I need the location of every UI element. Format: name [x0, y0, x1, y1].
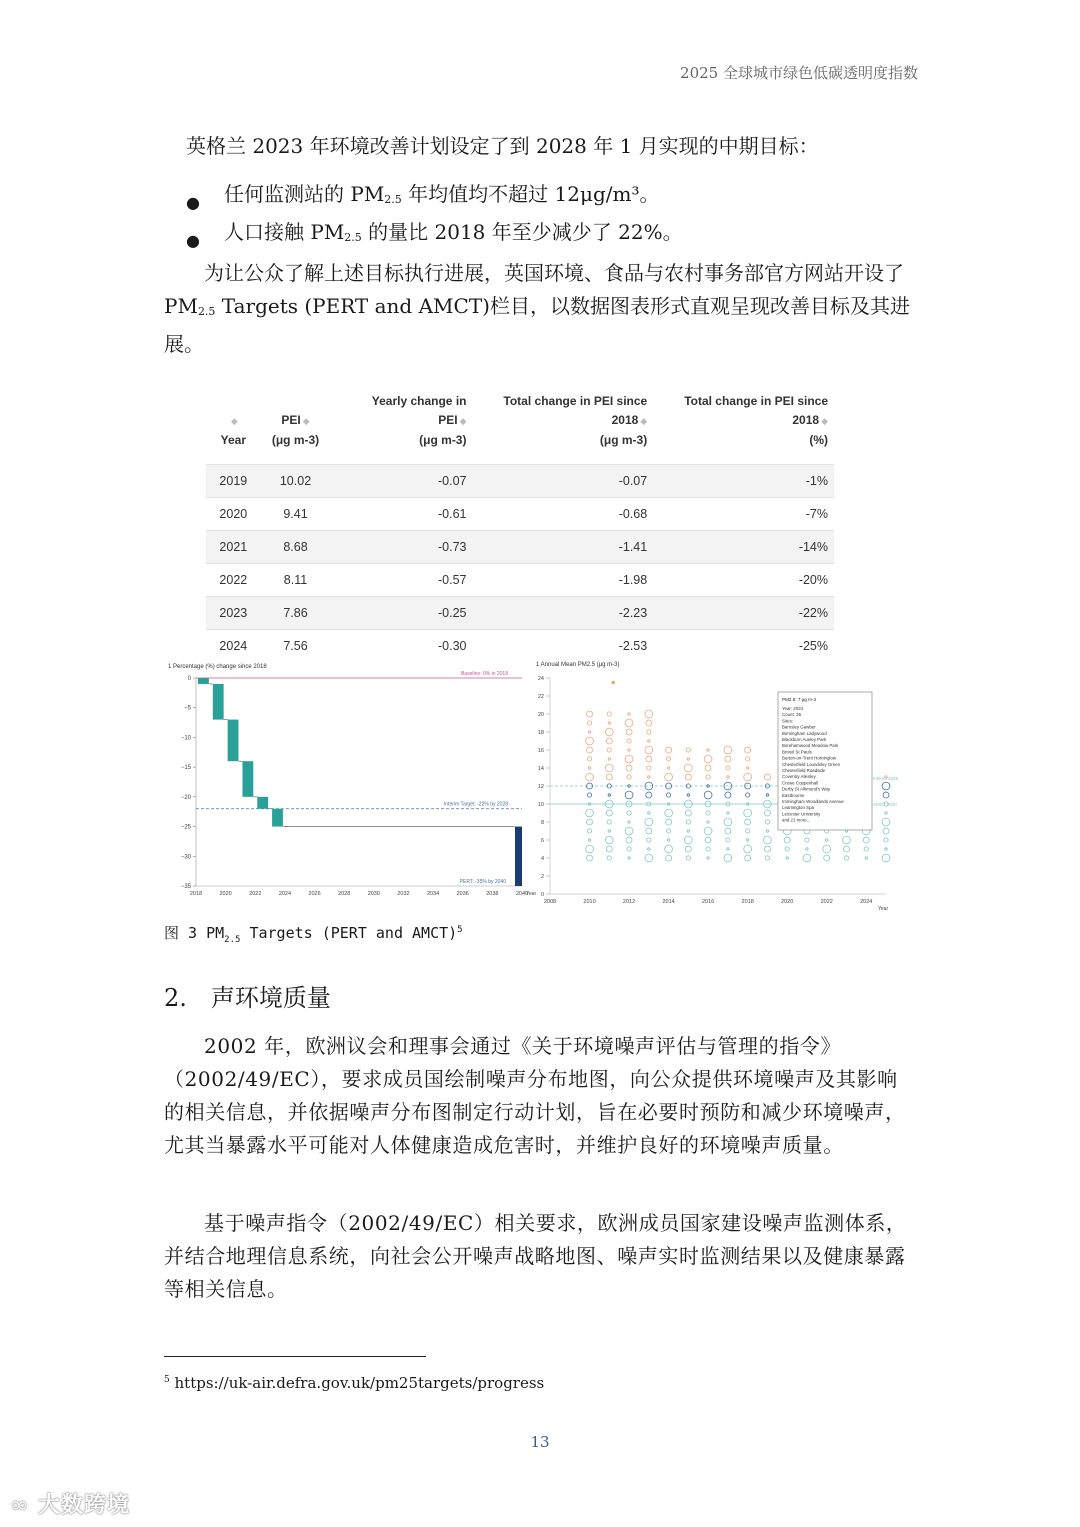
chart-b-point: [587, 711, 593, 717]
table-row: [206, 465, 834, 498]
chart-a-ytick-label: −35: [180, 884, 191, 890]
chart-b-point: [645, 854, 653, 862]
chart-b-point: [745, 747, 751, 753]
chart-b-point: [646, 792, 652, 798]
chart-b-point: [648, 848, 650, 850]
chart-b-point: [745, 855, 751, 861]
table-cell: 2023: [206, 597, 261, 630]
chart-b-point: [626, 765, 632, 771]
watermark-swirl-icon: ∞: [10, 1493, 30, 1518]
chart-b-tooltip-line: Burton-on-Trent Horninglow: [782, 755, 837, 761]
chart-b-ytick-label: 12: [537, 784, 544, 790]
figure-caption: 图 3 $PM_{2.5}$ Targets (PERT and AMCT)$^5$: [164, 924, 463, 945]
chart-a-reference-label: Interim Target: -22% by 2028: [443, 801, 508, 808]
chart-b-tooltip-line: Sites:: [782, 718, 793, 724]
chart-b-xlabel: Year: [878, 906, 889, 912]
chart-b-point: [803, 854, 811, 862]
table-cell: -22%: [653, 597, 834, 630]
chart-a-xtick-label: 2024: [278, 891, 292, 897]
table-cell: -1.41: [472, 531, 653, 564]
chart-b-point: [646, 720, 652, 726]
chart-b-point: [648, 812, 650, 814]
chart-b-point: [666, 757, 670, 761]
chart-b-point: [588, 731, 590, 733]
chart-b-point: [586, 773, 594, 781]
chart-b-point: [805, 838, 809, 842]
chart-b-ytick-label: 20: [537, 712, 544, 718]
chart-b-point: [684, 764, 692, 772]
chart-b-point: [764, 836, 772, 844]
chart-b-point: [744, 845, 752, 853]
bullet-item: ● 人口接触 $PM_{2.5}$ 的量比 2018 年至少减少了 22%。: [186, 216, 906, 254]
chart-b-point: [625, 719, 633, 727]
chart-b-point: [625, 827, 633, 835]
chart-b-point: [625, 755, 633, 763]
chart-b-point: [587, 829, 591, 833]
chart-b-point: [746, 767, 748, 769]
chart-b-point: [706, 811, 710, 815]
chart-b-point: [824, 855, 830, 861]
chart-b-point: [625, 791, 633, 799]
chart-b-point: [764, 810, 770, 816]
chart-b-point: [706, 847, 710, 851]
chart-b-point: [628, 857, 630, 859]
table-body: [206, 465, 834, 663]
chart-b-point: [863, 837, 869, 843]
chart-b-point: [686, 856, 690, 860]
table-cell: -20%: [653, 564, 834, 597]
chart-a-xtick-label: 2028: [338, 891, 351, 897]
table-cell: -0.07: [330, 465, 472, 498]
chart-b-point: [686, 748, 690, 752]
chart-b-point: [724, 746, 732, 754]
chart-b-point: [706, 775, 710, 779]
table-cell: 10.02: [261, 465, 331, 498]
chart-b-point: [844, 856, 848, 860]
chart-b-point: [665, 773, 673, 781]
chart-b-xtick-label: 2012: [622, 899, 636, 905]
chart-b-point: [628, 713, 630, 715]
chart-b-point: [864, 847, 868, 851]
chart-b-tooltip-line: Coventry Allesley: [782, 774, 816, 780]
table-cell: -1%: [653, 465, 834, 498]
chart-b-point: [685, 846, 691, 852]
chart-b-point: [882, 782, 890, 790]
chart-b-point: [746, 839, 748, 841]
chart-b-point: [666, 793, 670, 797]
chart-a-xlabel: Year: [526, 891, 537, 897]
table-cell: 2019: [206, 465, 261, 498]
chart-b-tooltip-line: Chesterfield Roadside: [782, 768, 826, 773]
chart-a-ytick-label: −15: [180, 765, 191, 772]
chart-a-xtick-label: 2020: [219, 891, 232, 897]
bullet-item: ● 任何监测站的 $PM_{2.5}$ 年均值均不超过 12μg/m³。: [186, 178, 906, 216]
chart-b-point: [704, 791, 712, 799]
chart-b-point: [647, 766, 651, 770]
chart-a-xtick-label: 2030: [367, 891, 380, 897]
chart-b-point: [727, 848, 729, 850]
chart-b-point: [727, 812, 729, 814]
chart-b-tooltip-line: Blackburn Aueley Park: [782, 737, 827, 742]
chart-b-target-label: Interim 2028: [873, 776, 899, 781]
chart-b-ytick-label: 10: [537, 802, 544, 808]
table-cell: -0.07: [472, 465, 653, 498]
chart-b-point: [607, 820, 611, 824]
chart-b-point: [627, 847, 631, 851]
chart-b-point: [587, 721, 591, 725]
chart-b-point: [607, 748, 611, 752]
chart-b-tooltip-line: Count: 36: [782, 712, 802, 718]
chart-b-point: [606, 774, 612, 780]
col-header-pei[interactable]: PEI ◆ (μg m-3): [271, 413, 320, 447]
chart-b-point: [611, 681, 615, 685]
chart-b-point: [883, 828, 889, 834]
chart-b-point: [885, 848, 887, 850]
chart-b-point: [667, 767, 669, 769]
chart-a-bar: [198, 678, 209, 684]
table-cell: 2020: [206, 498, 261, 531]
chart-b-point: [806, 848, 808, 850]
chart-a-xtick-label: 2032: [397, 891, 410, 897]
chart-a-xtick-label: 2018: [189, 891, 203, 897]
table-cell: 8.11: [261, 564, 331, 597]
chart-b-ytick-label: 0: [540, 892, 544, 898]
chart-b-point: [884, 838, 888, 842]
table-cell: -2.23: [472, 597, 653, 630]
bullet-dot-icon: ●: [186, 193, 200, 212]
table-cell: -0.61: [330, 498, 472, 531]
chart-b-point: [704, 827, 712, 835]
chart-b-point: [586, 809, 594, 817]
chart-b-point: [725, 828, 731, 834]
chart-b-ytick-label: 2: [540, 874, 544, 880]
col-header-yearly-change[interactable]: Yearly change in PEI ◆ (μg m-3): [371, 394, 467, 447]
table-cell: -14%: [653, 531, 834, 564]
chart-b-xtick-label: 2008: [543, 899, 557, 905]
chart-a-title: 1 Percentage (%) change since 2018: [168, 664, 267, 670]
chart-b-point: [647, 838, 651, 842]
chart-a-bar: [213, 684, 224, 720]
chart-b-tooltip-line: Leicester University: [782, 811, 821, 817]
chart-b-point: [605, 728, 613, 736]
chart-a-ytick-label: −20: [180, 794, 191, 801]
chart-b-point: [627, 739, 631, 743]
running-header: 2025 全球城市绿色低碳透明度指数: [680, 64, 918, 82]
chart-b-point: [645, 818, 653, 826]
chart-b-point: [823, 845, 831, 853]
chart-b-point: [885, 812, 887, 814]
chart-b-ytick-label: 18: [537, 730, 544, 736]
table-row: [206, 498, 834, 531]
chart-b-point: [685, 810, 691, 816]
chart-b-point: [687, 758, 689, 760]
chart-b-point: [687, 794, 689, 796]
chart-b-point: [843, 836, 851, 844]
chart-b-point: [605, 764, 613, 772]
chart-b-tooltip-line: Year: 2024: [782, 706, 804, 711]
bullet-dot-icon: ●: [186, 231, 200, 250]
table-cell: -0.73: [330, 531, 472, 564]
chart-a-xtick-label: 2038: [486, 891, 499, 897]
chart-b-tooltip-line: Birmingham Ladywood: [782, 730, 827, 736]
chart-a-bar: [228, 720, 239, 762]
chart-a-xtick-label: 2022: [249, 891, 262, 897]
pei-table: [206, 392, 834, 662]
chart-b-ytick-label: 4: [540, 856, 544, 862]
chart-a-reference-label: PERT: -35% by 2040: [459, 879, 506, 885]
chart-b-point: [626, 729, 632, 735]
chart-b-point: [843, 846, 849, 852]
chart-b-point: [707, 749, 709, 751]
chart-a-xtick-label: 2040: [515, 891, 529, 897]
chart-b-point: [586, 737, 594, 745]
chart-b-tooltip-line: Eastbourne: [782, 792, 805, 798]
chart-b-point: [587, 747, 593, 753]
chart-b-title: 1 Annual Mean PM2.5 (μg m-3): [536, 662, 620, 668]
chart-b-point: [587, 793, 591, 797]
chart-b-point: [704, 755, 712, 763]
watermark-logo: ∞ 大数跨境: [10, 1493, 131, 1518]
table-cell: 2021: [206, 531, 261, 564]
chart-b-point: [666, 747, 672, 753]
chart-b-point: [724, 818, 732, 826]
table-cell: -0.25: [330, 597, 472, 630]
chart-b-xtick-label: 2024: [860, 899, 873, 905]
chart-b-xtick-label: 2020: [781, 899, 794, 905]
chart-b-point: [587, 819, 593, 825]
chart-b-point: [645, 710, 653, 718]
chart-b-point: [726, 766, 730, 770]
chart-b-point: [766, 794, 768, 796]
chart-b-point: [705, 837, 711, 843]
chart-a-xtick-label: 2034: [426, 891, 440, 897]
bullet-list: [186, 178, 906, 254]
chart-b-point: [607, 856, 611, 860]
chart-b-point: [745, 819, 751, 825]
chart-b-xtick-label: 2010: [583, 899, 596, 905]
table-row: [206, 564, 834, 597]
chart-b-point: [605, 836, 613, 844]
chart-b-point: [746, 829, 750, 833]
chart-b-point: [765, 856, 769, 860]
chart-b-point: [587, 855, 593, 861]
chart-b-tooltip-line: Leamington Spa: [782, 805, 814, 811]
chart-b-point: [684, 836, 692, 844]
chart-b-point: [746, 757, 750, 761]
footnote-divider: [164, 1356, 426, 1357]
chart-b-point: [628, 785, 630, 787]
intro-paragraph: 英格兰 2023 年环境改善计划设定了到 2028 年 1 月实现的中期目标：: [186, 134, 819, 158]
chart-b-point: [724, 854, 732, 862]
chart-b-point: [647, 730, 651, 734]
table-row: [206, 531, 834, 564]
noise-monitoring-paragraph: 基于噪声指令（2002/49/EC）相关要求，欧洲成员国家建设噪声监测体系，并结合地理信息系统，向社会公开噪声战略地图、噪声实时监测结果以及健康暴露等相关信息。: [164, 1211, 907, 1301]
footnote-link[interactable]: https://uk-air.defra.gov.uk/pm25targets/progress: [174, 1374, 545, 1392]
chart-b-xtick-label: 2022: [820, 899, 833, 905]
col-header-year[interactable]: ◆ Year: [220, 416, 247, 447]
chart-b-point: [608, 794, 610, 796]
table-cell: 7.86: [261, 597, 331, 630]
chart-b-tooltip-line: Immingham Woodlands Avenue: [782, 799, 844, 804]
chart-b-tooltip-line: Borehamwood Meadow Park: [782, 743, 839, 749]
chart-b-point: [784, 837, 790, 843]
chart-b-ytick-label: 8: [540, 820, 544, 826]
chart-b-point: [667, 839, 669, 841]
chart-b-point: [665, 845, 673, 853]
pm25-targets-paragraph: 为让公众了解上述目标执行进展，英国环境、食品与农村事务部官方网站开设了 $PM_{2.5}$ Targets (PERT and AMCT)栏目，以数据图表形式直观呈现改善目标及其进展。: [164, 261, 910, 356]
chart-b-point: [707, 821, 709, 823]
table-cell: 7.56: [261, 630, 331, 663]
chart-b-point: [786, 857, 788, 859]
chart-b-point: [646, 756, 652, 762]
chart-a-ytick-label: −25: [180, 824, 191, 831]
chart-b-point: [666, 855, 672, 861]
chart-a-reference-label: Baseline: 0% in 2018: [461, 671, 508, 677]
chart-b-point: [628, 821, 630, 823]
chart-b-point: [882, 818, 890, 826]
chart-b-point: [608, 758, 610, 760]
chart-a-xtick-label: 2036: [456, 891, 469, 897]
chart-b-tooltip-line: Derby St Alkmund's Way: [782, 786, 831, 792]
chart-b-ytick-label: 22: [537, 694, 544, 700]
chart-b-point: [628, 749, 630, 751]
table-cell: -7%: [653, 498, 834, 531]
chart-b-ytick-label: 24: [537, 676, 544, 682]
chart-b-point: [627, 811, 631, 815]
chart-a-bar: [515, 827, 522, 886]
pm25-charts: [164, 658, 899, 916]
chart-b-point: [687, 830, 689, 832]
chart-b-point: [646, 828, 652, 834]
col-header-total-change-pct[interactable]: Total change in PEI since 2018 ◆ (%): [684, 394, 828, 447]
chart-b-point: [707, 785, 709, 787]
chart-b-point: [586, 845, 594, 853]
chart-b-point: [826, 839, 828, 841]
chart-b-xtick-label: 2018: [741, 899, 754, 905]
chart-a-ytick-label: −5: [184, 705, 191, 712]
chart-b-point: [588, 767, 590, 769]
table-cell: 2024: [206, 630, 261, 663]
chart-a-xtick-label: 2026: [308, 891, 321, 897]
chart-b-point: [606, 846, 612, 852]
chart-b-tooltip-line: Bristol St Pauls: [782, 749, 812, 755]
chart-b-point: [665, 809, 673, 817]
section-heading: 2. 声环境质量: [164, 984, 331, 1012]
chart-b-xtick-label: 2014: [662, 899, 675, 905]
table-row: [206, 597, 834, 630]
chart-a-bar: [242, 761, 253, 797]
chart-b-ytick-label: 6: [540, 838, 544, 844]
chart-b-ytick-label: 16: [537, 748, 544, 754]
chart-b-point: [764, 846, 770, 852]
chart-b-point: [608, 830, 610, 832]
chart-b-point: [764, 774, 770, 780]
chart-b-tooltip-line: and 21 more...: [782, 817, 811, 823]
table-cell: -2.53: [472, 630, 653, 663]
chart-b-point: [725, 756, 731, 762]
table-cell: -1.98: [472, 564, 653, 597]
footnote: $^5$ https://uk-air.defra.gov.uk/pm25targets/progress: [164, 1374, 545, 1392]
chart-b-point: [607, 712, 611, 716]
chart-b-tooltip-line: Barnsley Gawber: [782, 724, 816, 730]
chart-b-tooltip-title: PM2.5: 7 μg m-3: [782, 697, 817, 702]
chart-b-point: [645, 746, 653, 754]
chart-b-point: [686, 820, 690, 824]
chart-b-point: [648, 776, 650, 778]
chart-b-point: [627, 775, 631, 779]
table-cell: 9.41: [261, 498, 331, 531]
table-cell: -0.57: [330, 564, 472, 597]
chart-b-point: [765, 820, 769, 824]
table-cell: -0.30: [330, 630, 472, 663]
chart-b-point: [785, 847, 789, 851]
chart-b-point: [726, 838, 730, 842]
chart-b-point: [626, 837, 632, 843]
chart-b-point: [746, 793, 750, 797]
chart-b-tooltip-line: Crewe Coppenhall: [782, 780, 819, 786]
chart-a-bar: [257, 797, 268, 809]
noise-directive-paragraph: 2002 年，欧洲议会和理事会通过《关于环境噪声评估与管理的指令》（2002/49/EC），要求成员国绘制噪声分布地图，向公众提供环境噪声及其影响的相关信息，并依据噪声分布图制定行动计划，旨在必要时预防和减少环境噪声，尤其当暴露水平可能对人体健康造成危害时，并维护良好的环境噪声质量。: [164, 1034, 906, 1157]
table-cell: 2022: [206, 564, 261, 597]
table-cell: -0.68: [472, 498, 653, 531]
table-cell: -25%: [653, 630, 834, 663]
page-number: 13: [530, 1433, 550, 1451]
chart-b-point: [882, 854, 890, 862]
chart-a-bar: [272, 809, 283, 827]
chart-b-point: [666, 829, 670, 833]
chart-b-point: [606, 738, 612, 744]
chart-b-tooltip-line: Chesterfield Loundsley Green: [782, 761, 841, 767]
col-header-total-change[interactable]: Total change in PEI since 2018 ◆ (μg m-3): [503, 394, 648, 447]
chart-b-point: [588, 839, 590, 841]
chart-b-xtick-label: 2016: [701, 899, 715, 905]
chart-b-point: [766, 830, 768, 832]
chart-b-point: [865, 857, 867, 859]
chart-b-point: [705, 765, 711, 771]
chart-b-point: [883, 792, 889, 798]
table-cell: 8.68: [261, 531, 331, 564]
chart-a-ytick-label: 0: [187, 676, 191, 682]
chart-b-target-label: AMCT 2040: [873, 802, 897, 807]
chart-b-point: [744, 809, 752, 817]
chart-b-ytick-label: 14: [537, 766, 544, 772]
chart-b-point: [725, 792, 731, 798]
chart-a-ytick-label: −10: [180, 735, 191, 742]
chart-b-point: [608, 722, 610, 724]
chart-b-point: [727, 776, 729, 778]
chart-b-point: [685, 774, 691, 780]
chart-b-point: [606, 810, 612, 816]
chart-b-point: [587, 757, 591, 761]
chart-b-point: [707, 857, 709, 859]
chart-b-point: [648, 740, 650, 742]
chart-b-point: [744, 773, 752, 781]
chart-a-ytick-label: −30: [180, 854, 191, 861]
chart-b-point: [666, 819, 672, 825]
